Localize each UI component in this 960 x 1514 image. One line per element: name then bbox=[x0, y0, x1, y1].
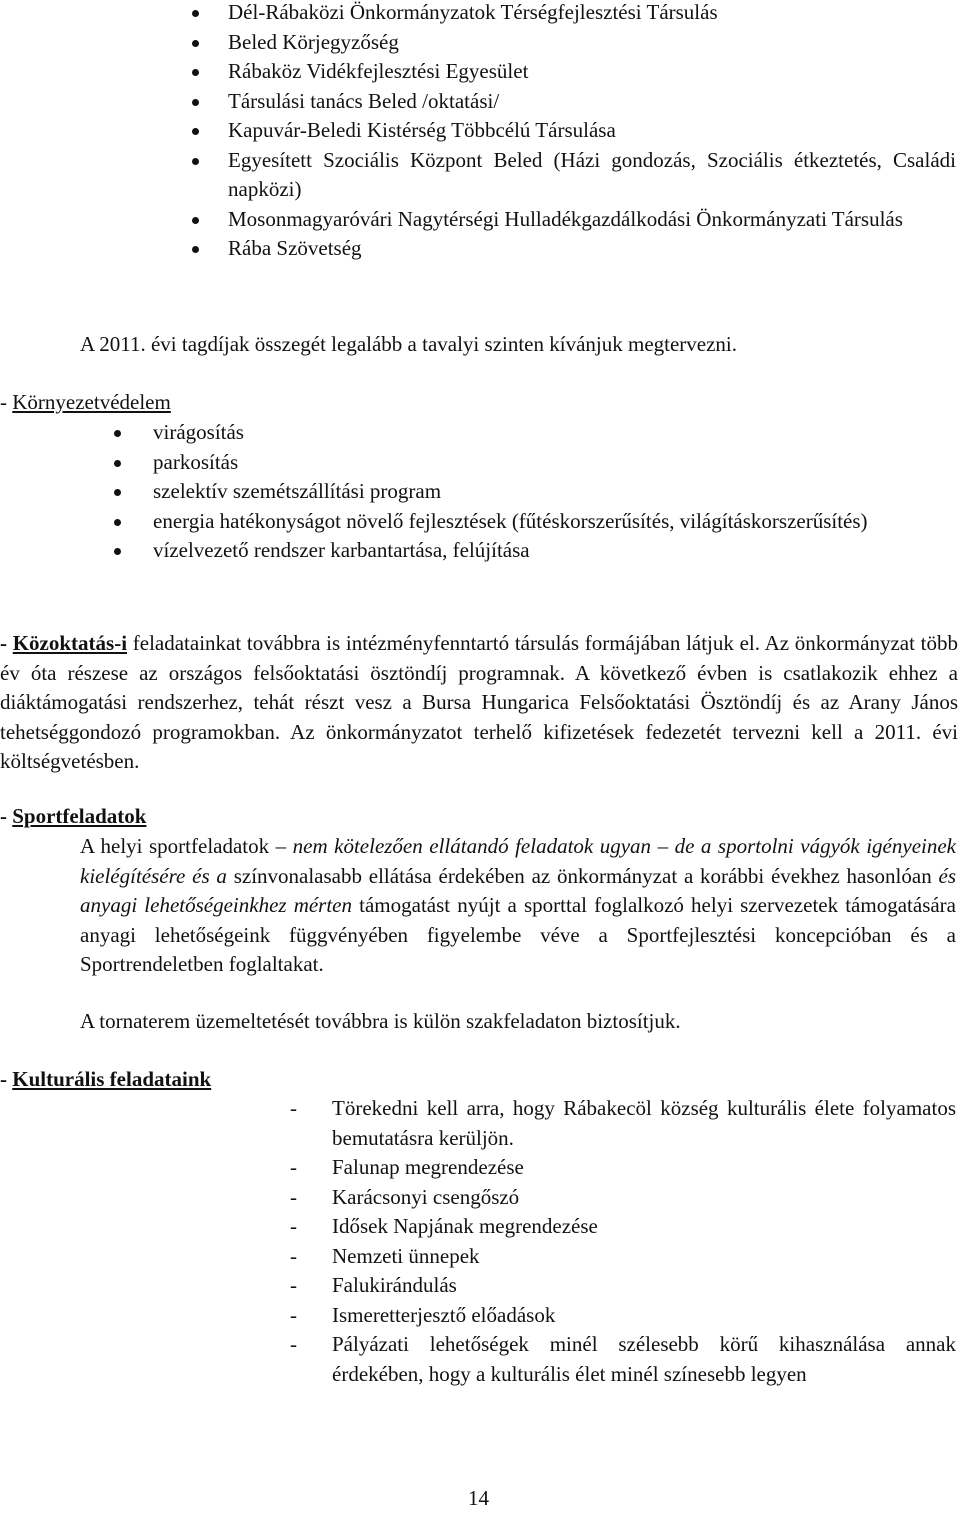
list-item bbox=[290, 1183, 956, 1213]
environment-heading-text: Környezetvédelem bbox=[12, 390, 171, 414]
heading-prefix: - bbox=[0, 631, 13, 655]
dash-marker: - bbox=[290, 1155, 297, 1179]
list-item-text: Idősek Napjának megrendezése bbox=[332, 1214, 598, 1238]
sport-text-c: színvonalasabb ellátása érdekében az önkormányzat a korábbi évekhez hasonlóan bbox=[226, 863, 939, 888]
sport-heading-text: Sportfeladatok bbox=[12, 804, 147, 828]
list-item bbox=[290, 1242, 956, 1272]
sport-paragraph bbox=[80, 832, 956, 980]
list-item: Mosonmagyaróvári Nagytérségi Hulladékgazdálkodási Önkormányzati Társulás bbox=[228, 205, 956, 235]
list-item-text: Karácsonyi csengőszó bbox=[332, 1184, 520, 1209]
membership-list bbox=[228, 0, 956, 264]
list-item: szelektív szemétszállítási program bbox=[153, 477, 956, 507]
list-item: Egyesített Szociális Központ Beled (Házi gondozás, Szociális étkeztetés, Családi napközi) bbox=[228, 146, 956, 205]
list-item: parkosítás bbox=[153, 448, 956, 478]
list-item bbox=[290, 1271, 956, 1301]
dash-marker: - bbox=[290, 1214, 297, 1238]
list-item bbox=[290, 1212, 956, 1242]
environment-list bbox=[153, 418, 956, 566]
list-item: Beled Körjegyzőség bbox=[228, 28, 956, 58]
list-item-text: Törekedni kell arra, hogy Rábakecöl község kulturális élete folyamatos bemutatásra kerüljön. bbox=[332, 1096, 956, 1150]
dash-marker: - bbox=[290, 1302, 297, 1327]
list-item: energia hatékonyságot növelő fejlesztések (fűtéskorszerűsítés, világításkorszerűsítés) bbox=[153, 507, 956, 537]
page-number: 14 bbox=[468, 1486, 489, 1510]
list-item bbox=[290, 1330, 956, 1389]
list-item: virágosítás bbox=[153, 418, 956, 448]
list-item-text: Falukirándulás bbox=[332, 1273, 457, 1297]
list-item bbox=[290, 1153, 956, 1183]
sport-text-a: A helyi sportfeladatok – bbox=[80, 834, 293, 858]
education-heading: Közoktatás-i bbox=[12, 631, 128, 655]
gym-paragraph: A tornaterem üzemeltetését továbbra is külön szakfeladaton biztosítjuk. bbox=[80, 1009, 681, 1033]
sport-heading bbox=[0, 802, 146, 832]
heading-prefix: - bbox=[0, 1067, 13, 1091]
sport-text-italic-d: és anyagi lehetőségeinkhez mérten bbox=[80, 863, 956, 917]
list-item: Rábaköz Vidékfejlesztési Egyesület bbox=[228, 57, 956, 87]
heading-prefix: - bbox=[0, 804, 13, 828]
list-item: Dél-Rábaközi Önkormányzatok Térségfejlesztési Társulás bbox=[228, 0, 956, 28]
environment-heading bbox=[0, 388, 171, 418]
heading-prefix: - bbox=[0, 390, 13, 414]
sport-text-e: támogatást nyújt a sporttal foglalkozó helyi szervezetek támogatására anyagi lehetőségeink függvényében figyelembe véve a Sportfejlesztési koncepcióban és a Sportrendeletben foglaltakat. bbox=[80, 893, 956, 976]
list-item bbox=[290, 1301, 956, 1331]
list-item: Társulási tanács Beled /oktatási/ bbox=[228, 87, 956, 117]
dash-marker: - bbox=[290, 1096, 297, 1120]
list-item-text: Ismeretterjesztő előadások bbox=[332, 1302, 556, 1327]
education-text: feladatainkat továbbra is intézményfenntartó társulás formájában látjuk el. Az önkormányzat több év óta részese az országos felsőoktatási ösztöndíj programnak. A következő évben is csatlakozik ehhez a diáktámogatási rendszerhez, tehát részt vesz a Bursa Hungarica Felsőoktatási Ösztöndíj és az Arany János tehetséggondozó programokban. Az önkormányzatot terhelő kifizetések fedezetét tervezni kell a 2011. évi költségvetésben. bbox=[0, 631, 958, 773]
culture-heading bbox=[0, 1065, 211, 1095]
culture-list bbox=[290, 1094, 956, 1389]
list-item: Rába Szövetség bbox=[228, 234, 956, 264]
list-item: Kapuvár-Beledi Kistérség Többcélú Társulása bbox=[228, 116, 956, 146]
culture-heading-text: Kulturális feladataink bbox=[12, 1067, 212, 1091]
dash-marker: - bbox=[290, 1243, 297, 1268]
membership-fee-note: A 2011. évi tagdíjak összegét legalább a tavalyi szinten kívánjuk megtervezni. bbox=[80, 332, 738, 356]
list-item-text: Nemzeti ünnepek bbox=[332, 1243, 480, 1268]
education-paragraph bbox=[0, 629, 958, 777]
list-item: vízelvezető rendszer karbantartása, felújítása bbox=[153, 536, 956, 566]
dash-marker: - bbox=[290, 1332, 297, 1356]
dash-marker: - bbox=[290, 1273, 297, 1297]
dash-marker: - bbox=[290, 1184, 297, 1209]
list-item-text: Pályázati lehetőségek minél szélesebb körű kihasználása annak érdekében, hogy a kulturális élet minél színesebb legyen bbox=[332, 1332, 956, 1386]
list-item bbox=[290, 1094, 956, 1153]
list-item-text: Falunap megrendezése bbox=[332, 1155, 524, 1179]
sport-text-italic-b: nem kötelezően ellátandó feladatok ugyan – de a sportolni vágyók igényeinek kielégítésére és a bbox=[80, 834, 956, 888]
